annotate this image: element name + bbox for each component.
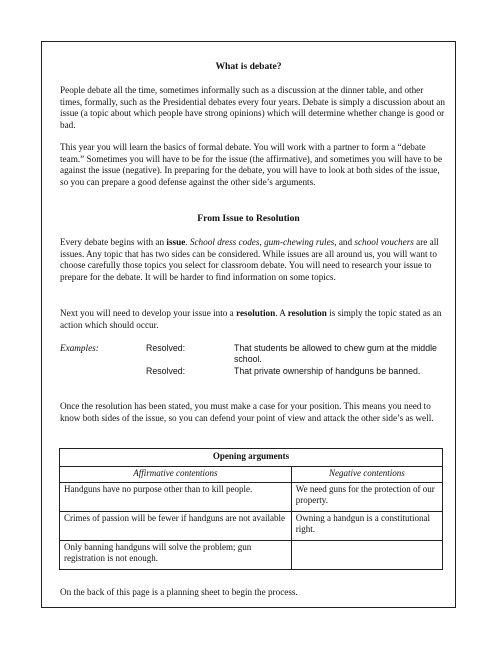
issue-example-1: School dress codes xyxy=(189,237,260,247)
negative-cell: Owning a handgun is a constitutional right. xyxy=(291,512,442,541)
intro-paragraph-1: People debate all the time, sometimes informally such as a discussion at the dinner table, and other times, formally, such as the Presidential debates every four years. Debate is simply a discussion about an issue (a topic about which people have strong opinions) which will determine whether change is good or bad. xyxy=(60,85,445,130)
resolution-paragraph xyxy=(60,308,446,331)
affirmative-cell: Only banning handguns will solve the problem; gun registration is not enough. xyxy=(60,541,292,570)
example-2-text: That private ownership of handguns be banned. xyxy=(234,366,421,376)
table-row xyxy=(60,512,443,541)
issue-example-2: gum-chewing rules xyxy=(264,237,335,247)
table-row xyxy=(60,541,443,570)
resolution-text-post: is simply the topic stated as an action which should occur. xyxy=(60,308,442,330)
issue-text-pre: Every debate begins with an xyxy=(60,237,167,247)
affirmative-cell: Handguns have no purpose other than to kill people. xyxy=(60,483,292,512)
resolution-text-mid: . A xyxy=(275,308,288,318)
examples-label: Examples: xyxy=(60,343,99,353)
example-1-key: Resolved: xyxy=(146,343,186,353)
opening-arguments-table xyxy=(59,448,443,570)
section-heading: From Issue to Resolution xyxy=(197,213,300,224)
case-paragraph: Once the resolution has been stated, you must make a case for your position. This means you need to know both sides of the issue, so you can defend your point of view and attack the other side’s as well. xyxy=(60,401,434,423)
negative-cell xyxy=(291,541,442,570)
negative-cell: We need guns for the protection of our property. xyxy=(291,483,442,512)
issue-text-mid: . xyxy=(185,237,190,247)
resolution-text-pre: Next you will need to develop your issue into a xyxy=(60,308,237,318)
issue-text-comma: , xyxy=(259,237,265,247)
example-1-text: That students be allowed to chew gum at the middle school. xyxy=(234,343,437,365)
table-title: Opening arguments xyxy=(60,449,443,467)
issue-paragraph xyxy=(60,237,446,283)
issue-example-3: school vouchers xyxy=(354,237,414,247)
intro-paragraph-2: This year you will learn the basics of formal debate. You will work with a partner to form a “debate team.” Sometimes you will have to be for the issue (the affirmative), and sometimes you will have to be against the issue (negative). In preparing for the debate, you will have to look at both sides of the issue, so you can prepare a good defense against the other side’s arguments. xyxy=(60,142,443,187)
issue-text-and: , and xyxy=(334,237,355,247)
column-header-affirmative: Affirmative contentions xyxy=(60,467,292,483)
table-row xyxy=(60,483,443,512)
example-2-key: Resolved: xyxy=(146,366,186,376)
resolution-term-2: resolution xyxy=(287,308,327,318)
page-title: What is debate? xyxy=(215,61,282,72)
issue-term: issue xyxy=(166,237,186,247)
column-header-negative: Negative contentions xyxy=(291,467,442,483)
resolution-term-1: resolution xyxy=(236,308,276,318)
footer-note: On the back of this page is a planning sheet to begin the process. xyxy=(60,587,298,597)
affirmative-cell: Crimes of passion will be fewer if handguns are not available xyxy=(60,512,292,541)
issue-text-post: are all issues. Any topic that has two sides can be considered. While issues are all around us, you will want to choose carefully those topics you select for classroom debate. You will need to research your issue to prepare for the debate. It will be harder to find information on some topics. xyxy=(60,237,439,282)
